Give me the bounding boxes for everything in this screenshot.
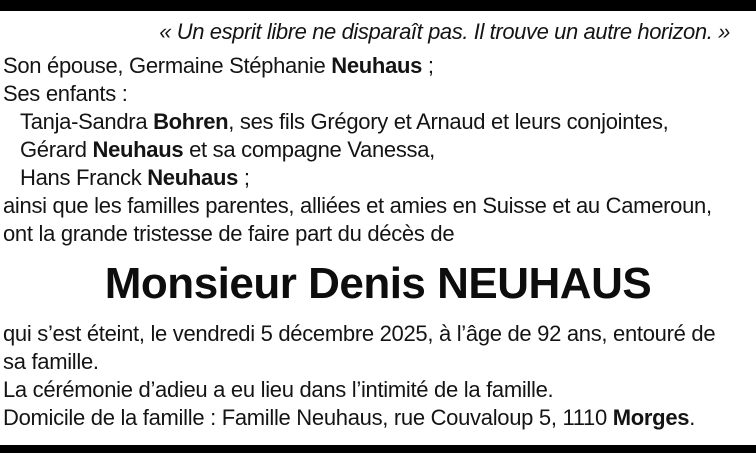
relatives-line: ainsi que les familles parentes, alliées et amies en Suisse et au Cameroun,	[3, 193, 712, 218]
death-line-2: sa famille.	[3, 349, 99, 374]
child-1-pre: Tanja-Sandra	[20, 109, 154, 134]
child-3-post: ;	[238, 165, 250, 190]
child-1-surname: Bohren	[153, 109, 229, 134]
child-3-pre: Hans Franck	[20, 165, 148, 190]
children-label: Ses enfants :	[3, 81, 128, 106]
spouse-line	[0, 52, 756, 80]
address-pre: Domicile de la famille : Famille Neuhaus, rue Couvaloup 5, 1110	[3, 405, 613, 430]
spouse-line-post: ;	[422, 53, 434, 78]
epitaph-quote: « Un esprit libre ne disparaît pas. Il trouve un autre horizon. »	[159, 19, 730, 44]
child-2-pre: Gérard	[20, 137, 93, 162]
child-line-3	[0, 164, 756, 192]
death-line-1: qui s’est éteint, le vendredi 5 décembre 2025, à l’âge de 92 ans, entouré de	[3, 321, 716, 346]
child-3-surname: Neuhaus	[147, 165, 239, 190]
ceremony-line: La cérémonie d’adieu a eu lieu dans l’intimité de la famille.	[3, 377, 554, 402]
child-1-post: , ses fils Grégory et Arnaud et leurs conjointes,	[228, 109, 669, 134]
bottom-border-bar	[0, 445, 756, 453]
address-post: .	[689, 405, 695, 430]
child-line-1	[0, 108, 756, 136]
child-2-post: et sa compagne Vanessa,	[183, 137, 435, 162]
spouse-line-pre: Son épouse, Germaine Stéphanie	[3, 53, 332, 78]
top-border-bar	[0, 0, 756, 11]
deceased-name: Monsieur Denis NEUHAUS	[104, 259, 652, 308]
spouse-surname: Neuhaus	[331, 53, 423, 78]
child-2-surname: Neuhaus	[92, 137, 184, 162]
notice-content	[0, 11, 756, 432]
address-city: Morges	[612, 405, 690, 430]
child-line-2	[0, 136, 756, 164]
address-line	[0, 404, 756, 432]
announcement-line: ont la grande tristesse de faire part du décès de	[3, 221, 455, 246]
